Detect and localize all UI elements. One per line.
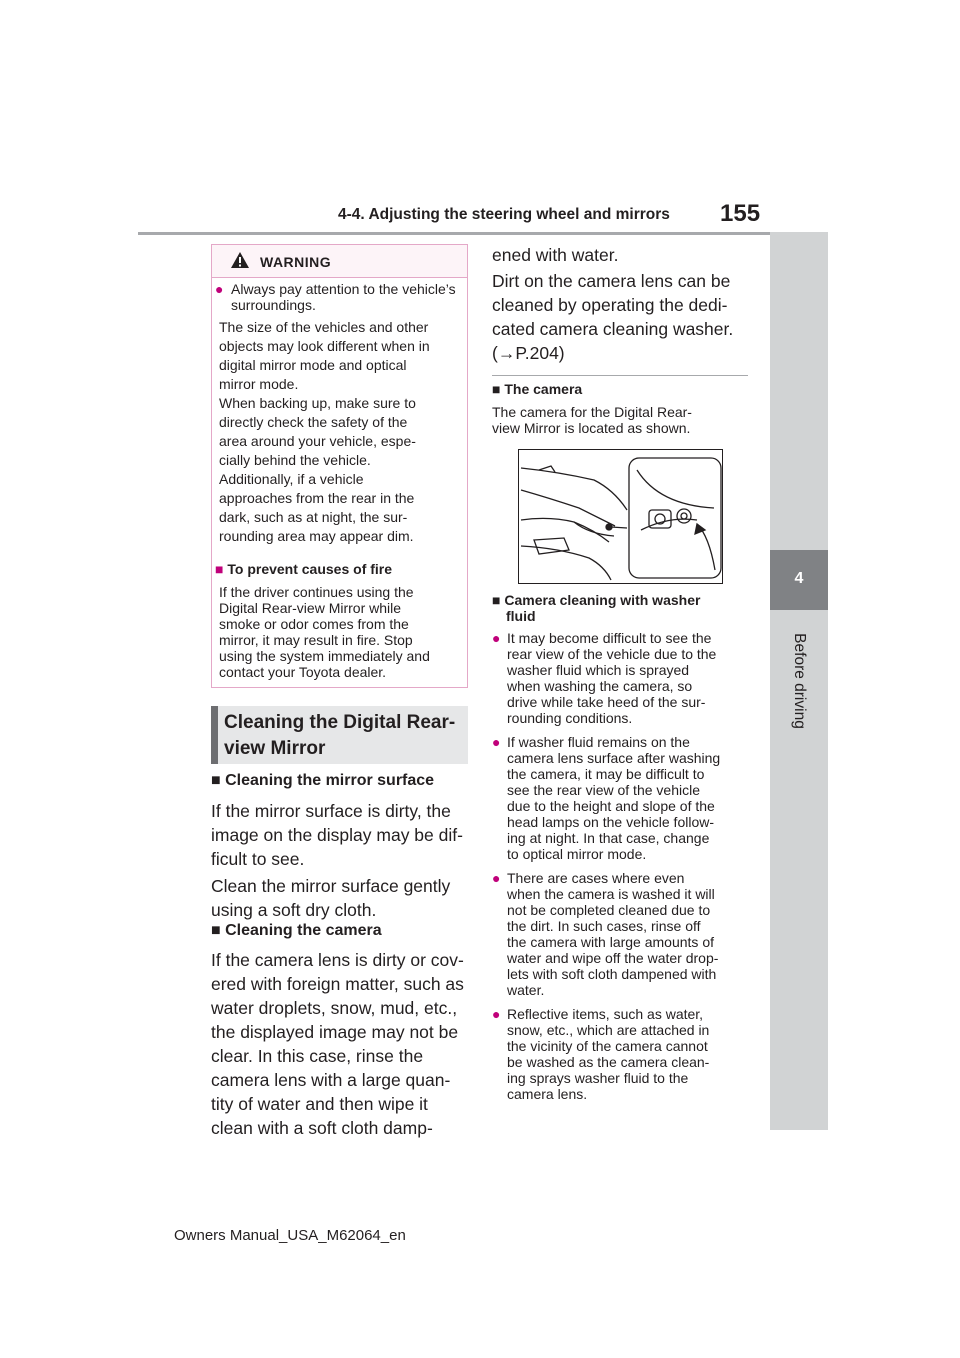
section-header: 4-4. Adjusting the steering wheel and mirrors (338, 206, 670, 223)
warning-triangle-icon (230, 251, 250, 269)
chapter-label: Before driving (791, 633, 808, 729)
warning-bullet-text: Always pay attention to the vehicle’s surroundings. (231, 281, 456, 313)
bullet-icon: ● (492, 734, 501, 750)
warning-title: WARNING (260, 254, 332, 270)
heading-mirror-surface: ■ Cleaning the mirror surface (211, 772, 435, 789)
camera-location-text: The camera for the Digital Rear- view Mirror is located as shown. (492, 404, 692, 436)
bullet-icon: ● (492, 630, 501, 646)
section-title-bar (211, 706, 218, 764)
paragraph-camera-dirty: If the camera lens is dirty or cov- ered with foreign matter, such as water droplets, snow, mud, etc., the displayed image may not be clear. In this case, rinse the camera lens with a large quan- tity of water and then wipe it clean with a soft cloth damp- (211, 950, 464, 1138)
camera-illustration (518, 449, 723, 584)
washer-bullet-2: If washer fluid remains on the camera lens surface after washing the camera, it may be difficult to see the rear view of the vehicle due to the height and slope of the head lamps on the vehicle follow- ing at night. In that case, change to optical mirror mode. (507, 734, 721, 862)
square-bullet-icon: ■ (215, 561, 224, 577)
fire-paragraph: If the driver continues using the Digital Rear-view Mirror while smoke or odor comes from the mirror, it may result in fire. Stop using the system immediately and contact your Toyota dealer. (219, 584, 430, 680)
square-bullet-icon: ■ (211, 922, 221, 939)
footer-manual-id: Owners Manual_USA_M62064_en (174, 1227, 406, 1244)
warning-bullet (215, 281, 223, 297)
warning-box (211, 244, 468, 688)
section-title: Cleaning the Digital Rear- view Mirror (224, 712, 456, 759)
washer-bullet-3: There are cases where even when the camera is washed it will not be completed cleaned due to the dirt. In such cases, rinse off the camera with large amounts of water and wipe off the water drop- lets with soft cloth dampened with water. (507, 870, 719, 998)
heading-cleaning-camera: ■ Cleaning the camera (211, 922, 382, 939)
paragraph-washer: Dirt on the camera lens can be cleaned by operating the dedi- cated camera cleaning washer. (→P.204) (492, 271, 734, 363)
paragraph-clean-mirror: Clean the mirror surface gently using a soft dry cloth. (211, 876, 451, 920)
chapter-number: 4 (794, 570, 804, 587)
washer-bullet-1: It may become difficult to see the rear view of the vehicle due to the washer fluid which is sprayed when washing the camera, so drive while take heed of the sur- rounding conditions. (507, 630, 717, 726)
washer-bullet-4: Reflective items, such as water, snow, etc., which are attached in the vicinity of the camera cannot be washed as the camera clean- ing sprays washer fluid to the camera lens. (507, 1006, 710, 1102)
square-bullet-icon: ■ (211, 772, 221, 789)
heading-washer-fluid: ■ Camera cleaning with washer fluid (492, 592, 701, 624)
bullet-icon: ● (215, 281, 224, 297)
fire-heading: ■ To prevent causes of fire (215, 561, 393, 577)
bullet-icon: ● (492, 1006, 501, 1022)
divider (492, 375, 748, 376)
vehicle-rear-drawing (519, 450, 722, 583)
heading-the-camera: ■ The camera (492, 381, 583, 397)
page-reference-link[interactable]: (→P.204) (492, 343, 565, 363)
square-bullet-icon: ■ (492, 592, 501, 608)
paragraph-continued: ened with water. (492, 245, 619, 265)
square-bullet-icon: ■ (492, 381, 501, 397)
paragraph-mirror-dirty: If the mirror surface is dirty, the image on the display may be dif- ficult to see. (211, 801, 463, 869)
warning-header (212, 245, 467, 278)
side-tab-upper (770, 232, 828, 550)
page-number: 155 (720, 200, 761, 227)
warning-paragraph-1: The size of the vehicles and other objects may look different when in digital mirror mode and optical mirror mode. When backing up, make sure to directly check the safety of the area around your vehicle, espe- cially behind the vehicle. Additionally, if a vehicle approaches from the rear in the dark, such as at night, the sur- rounding area may appear dim. (219, 319, 430, 544)
bullet-icon: ● (492, 870, 501, 886)
header-rule (138, 232, 822, 235)
